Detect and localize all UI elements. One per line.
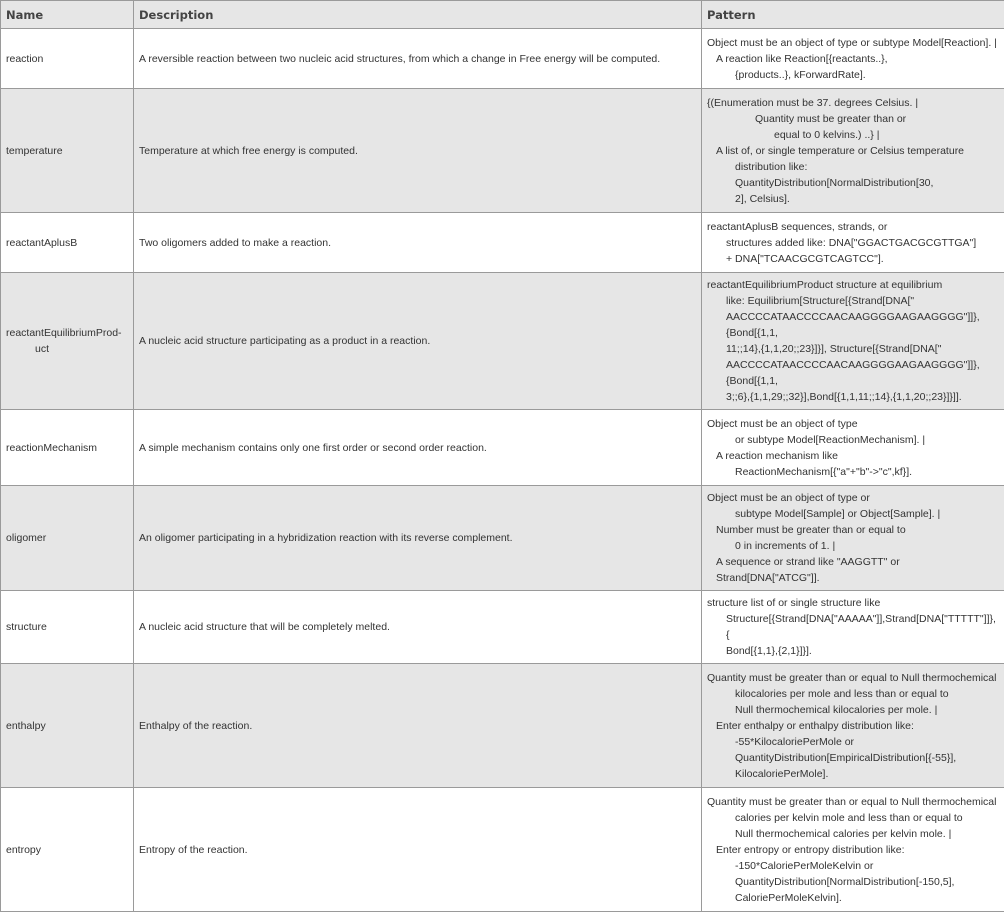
- option-description: A reversible reaction between two nucleic acid structures, from which a change in Free energy will be computed.: [134, 29, 702, 89]
- option-name: reaction: [1, 29, 134, 89]
- table-row: [1, 410, 1004, 486]
- pattern-line: KilocaloriePerMole].: [707, 766, 999, 782]
- option-name: reactantAplusB: [1, 213, 134, 273]
- option-description: Entropy of the reaction.: [134, 788, 702, 912]
- header-pattern: Pattern: [702, 1, 1004, 29]
- option-pattern: [702, 273, 1004, 410]
- pattern-line: Object must be an object of type or subtype Model[Reaction]. |: [707, 35, 999, 51]
- pattern-line: Structure[{Strand[DNA["AAAAA"]],Strand[DNA["TTTTT"]]},{: [707, 611, 999, 643]
- pattern-line: QuantityDistribution[NormalDistribution[-150,5],: [707, 874, 999, 890]
- option-name-line: uct: [6, 341, 128, 357]
- pattern-line: Number must be greater than or equal to: [707, 522, 999, 538]
- pattern-line: Bond[{1,1},{2,1}]}].: [707, 643, 999, 659]
- pattern-line: Quantity must be greater than or equal to Null thermochemical: [707, 670, 999, 686]
- pattern-line: Quantity must be greater than or equal to Null thermochemical: [707, 794, 999, 810]
- pattern-line: subtype Model[Sample] or Object[Sample]. |: [707, 506, 999, 522]
- option-name: temperature: [1, 89, 134, 213]
- option-name: enthalpy: [1, 664, 134, 788]
- table-row: [1, 29, 1004, 89]
- option-pattern: [702, 89, 1004, 213]
- option-pattern: [702, 213, 1004, 273]
- pattern-line: reactantEquilibriumProduct structure at equilibrium: [707, 277, 999, 293]
- table-row: [1, 591, 1004, 664]
- pattern-line: reactantAplusB sequences, strands, or: [707, 219, 999, 235]
- pattern-line: 0 in increments of 1. |: [707, 538, 999, 554]
- pattern-line: ReactionMechanism[{"a"+"b"->"c",kf}].: [707, 464, 999, 480]
- option-description: A nucleic acid structure participating as a product in a reaction.: [134, 273, 702, 410]
- header-name: Name: [1, 1, 134, 29]
- pattern-line: AACCCCATAACCCCAACAAGGGGAAGAAGGGG"]]},{Bond[{1,1,: [707, 309, 999, 341]
- option-name: structure: [1, 591, 134, 664]
- pattern-line: CaloriePerMoleKelvin].: [707, 890, 999, 906]
- option-pattern: [702, 29, 1004, 89]
- option-pattern: [702, 486, 1004, 591]
- option-name-line: reactantEquilibriumProd-: [6, 325, 128, 341]
- option-name: entropy: [1, 788, 134, 912]
- pattern-line: -55*KilocaloriePerMole or: [707, 734, 999, 750]
- pattern-line: AACCCCATAACCCCAACAAGGGGAAGAAGGGG"]]},{Bond[{1,1,: [707, 357, 999, 389]
- pattern-line: or subtype Model[ReactionMechanism]. |: [707, 432, 999, 448]
- pattern-line: A list of, or single temperature or Celsius temperature: [707, 143, 999, 159]
- pattern-line: like: Equilibrium[Structure[{Strand[DNA[": [707, 293, 999, 309]
- option-description: A nucleic acid structure that will be completely melted.: [134, 591, 702, 664]
- header-row: [1, 1, 1004, 29]
- option-description: Enthalpy of the reaction.: [134, 664, 702, 788]
- table-row: [1, 486, 1004, 591]
- pattern-line: QuantityDistribution[EmpiricalDistribution[{-55}],: [707, 750, 999, 766]
- option-name: oligomer: [1, 486, 134, 591]
- option-pattern: [702, 788, 1004, 912]
- pattern-line: Enter entropy or entropy distribution like:: [707, 842, 999, 858]
- option-pattern: [702, 664, 1004, 788]
- pattern-line: structure list of or single structure like: [707, 595, 999, 611]
- pattern-line: A reaction mechanism like: [707, 448, 999, 464]
- option-pattern: [702, 410, 1004, 486]
- pattern-line: A sequence or strand like "AAGGTT" or Strand[DNA["ATCG"]].: [707, 554, 999, 586]
- pattern-line: equal to 0 kelvins.) ..} |: [707, 127, 999, 143]
- pattern-line: QuantityDistribution[NormalDistribution[30,: [707, 175, 999, 191]
- option-description: Temperature at which free energy is computed.: [134, 89, 702, 213]
- pattern-line: {(Enumeration must be 37. degrees Celsius. |: [707, 95, 999, 111]
- pattern-line: 11;;14},{1,1,20;;23}]}], Structure[{Strand[DNA[": [707, 341, 999, 357]
- pattern-line: structures added like: DNA["GGACTGACGCGTTGA"]: [707, 235, 999, 251]
- pattern-line: Object must be an object of type or: [707, 490, 999, 506]
- table-row: [1, 89, 1004, 213]
- pattern-line: calories per kelvin mole and less than or equal to: [707, 810, 999, 826]
- pattern-line: + DNA["TCAACGCGTCAGTCC"].: [707, 251, 999, 267]
- table-row: [1, 788, 1004, 912]
- table-row: [1, 664, 1004, 788]
- pattern-line: Enter enthalpy or enthalpy distribution like:: [707, 718, 999, 734]
- option-description: A simple mechanism contains only one first order or second order reaction.: [134, 410, 702, 486]
- table-row: [1, 273, 1004, 410]
- option-name: reactionMechanism: [1, 410, 134, 486]
- pattern-line: kilocalories per mole and less than or equal to: [707, 686, 999, 702]
- pattern-line: Null thermochemical calories per kelvin mole. |: [707, 826, 999, 842]
- pattern-line: 3;;6},{1,1,29;;32}],Bond[{1,1,11;;14},{1,1,20;;23}]}]].: [707, 389, 999, 405]
- pattern-line: 2], Celsius].: [707, 191, 999, 207]
- pattern-line: {products..}, kForwardRate].: [707, 67, 999, 83]
- pattern-line: Quantity must be greater than or: [707, 111, 999, 127]
- option-description: An oligomer participating in a hybridization reaction with its reverse complement.: [134, 486, 702, 591]
- option-name: [1, 273, 134, 410]
- pattern-line: Null thermochemical kilocalories per mole. |: [707, 702, 999, 718]
- pattern-line: -150*CaloriePerMoleKelvin or: [707, 858, 999, 874]
- header-description: Description: [134, 1, 702, 29]
- pattern-line: distribution like:: [707, 159, 999, 175]
- pattern-line: Object must be an object of type: [707, 416, 999, 432]
- table-row: [1, 213, 1004, 273]
- option-description: Two oligomers added to make a reaction.: [134, 213, 702, 273]
- option-pattern: [702, 591, 1004, 664]
- pattern-line: A reaction like Reaction[{reactants..},: [707, 51, 999, 67]
